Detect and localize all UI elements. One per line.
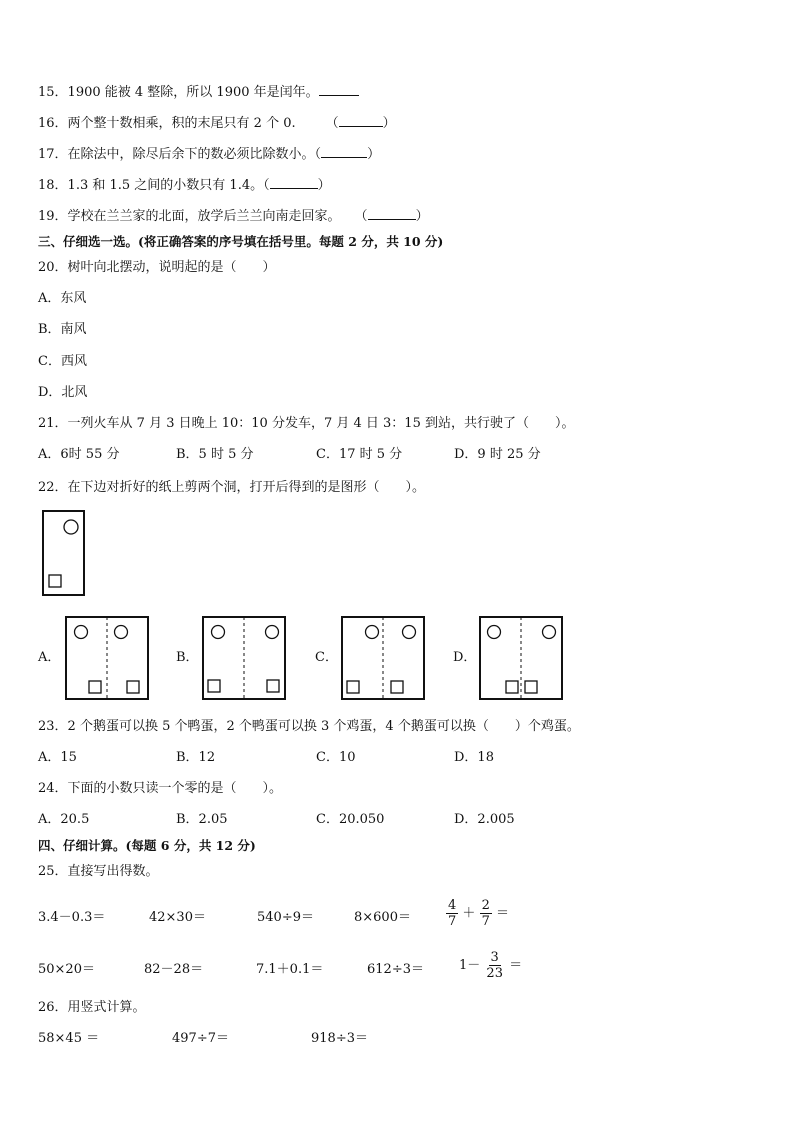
option-21-d[interactable]: D．9 时 25 分 (454, 447, 541, 462)
lead-term: 1－ (459, 958, 481, 973)
denominator: 23 (486, 966, 503, 981)
question-17 (38, 146, 380, 163)
question-22-text: 22．在下边对折好的纸上剪两个洞，打开后得到的是图形（ ）。 (38, 480, 426, 495)
question-25-text: 25．直接写出得数。 (38, 864, 159, 879)
option-22-c-figure[interactable] (339, 614, 427, 702)
option-21-c[interactable]: C．17 时 5 分 (316, 447, 403, 462)
paren-open: （ (263, 178, 270, 193)
paren-open: （ (354, 209, 368, 224)
paren-close: ） (317, 178, 331, 193)
circle-hole (64, 520, 78, 534)
calc-item: 82－28＝ (144, 962, 204, 977)
answer-blank[interactable] (270, 177, 318, 189)
option-23-d[interactable]: D．18 (454, 750, 494, 765)
question-19 (38, 208, 429, 225)
option-20-b[interactable]: B．南风 (38, 322, 87, 337)
answer-blank[interactable] (321, 146, 367, 158)
numerator: 3 (490, 950, 499, 965)
denominator: 7 (448, 914, 457, 929)
option-23-a[interactable]: A．15 (38, 750, 77, 765)
numerator: 2 (481, 898, 490, 913)
section-4-title: 四、仔细计算。(每题 6 分，共 12 分) (38, 838, 256, 853)
question-20-text: 20．树叶向北摆动，说明起的是（ ） (38, 260, 276, 275)
paren-open: （ (314, 147, 322, 162)
question-15 (38, 84, 359, 101)
calc-item: 540÷9＝ (257, 910, 314, 925)
option-21-b[interactable]: B．5 时 5 分 (176, 447, 254, 462)
question-17-text: 17．在除法中，除尽后余下的数必须比除数小。 (38, 147, 315, 162)
vertical-calc-item: 497÷7＝ (172, 1031, 229, 1046)
section-3-title: 三、仔细选一选。(将正确答案的序号填在括号里。每题 2 分，共 10 分) (38, 234, 444, 249)
option-23-b[interactable]: B．12 (176, 750, 216, 765)
calc-item: 7.1＋0.1＝ (256, 962, 324, 977)
paren-close: ） (382, 116, 396, 131)
question-23-text: 23．2 个鹅蛋可以换 5 个鸭蛋，2 个鸭蛋可以换 3 个鸡蛋，4 个鹅蛋可以换（ ）个鸡蛋。 (38, 719, 580, 734)
denominator: 7 (481, 914, 490, 929)
option-23-c[interactable]: C．10 (316, 750, 356, 765)
option-21-a[interactable]: A．6时 55 分 (38, 447, 120, 462)
option-24-a[interactable]: A．20.5 (38, 812, 90, 827)
folded-paper-figure (40, 508, 88, 598)
vertical-calc-item: 58×45 ＝ (38, 1031, 100, 1046)
paren-open: （ (325, 116, 339, 131)
option-22-a-figure[interactable] (63, 614, 151, 702)
answer-blank[interactable] (339, 115, 383, 127)
calc-item: 612÷3＝ (367, 962, 424, 977)
paren-close: ） (415, 209, 429, 224)
question-16-text: 16．两个整十数相乘，积的末尾只有 2 个 0. (38, 116, 296, 131)
option-20-a[interactable]: A．东风 (38, 291, 87, 306)
equals-sign: ＝ (496, 906, 510, 921)
option-22-d-figure[interactable] (477, 614, 565, 702)
plus-operator: ＋ (462, 906, 476, 921)
fraction (446, 898, 458, 929)
square-hole (49, 575, 61, 587)
question-15-text: 15．1900 能被 4 整除，所以 1900 年是闰年。 (38, 85, 319, 100)
option-22-b-figure[interactable] (200, 614, 288, 702)
question-16 (38, 115, 396, 132)
option-22-d[interactable]: D． (453, 650, 477, 665)
option-24-c[interactable]: C．20.050 (316, 812, 385, 827)
calc-item: 8×600＝ (354, 910, 411, 925)
option-24-d[interactable]: D．2.005 (454, 812, 515, 827)
option-24-b[interactable]: B．2.05 (176, 812, 228, 827)
calc-item: 42×30＝ (149, 910, 206, 925)
fraction (480, 898, 492, 929)
numerator: 4 (448, 898, 457, 913)
option-22-a[interactable]: A． (38, 650, 61, 665)
option-22-b[interactable]: B． (176, 650, 199, 665)
question-21-text: 21．一列火车从 7 月 3 日晚上 10：10 分发车，7 月 4 日 3：15 到站，共行驶了（ ）。 (38, 416, 575, 431)
fraction-expression-1 (446, 898, 509, 929)
question-18 (38, 177, 331, 194)
calc-item: 3.4－0.3＝ (38, 910, 106, 925)
option-20-d[interactable]: D．北风 (38, 385, 88, 400)
fraction (484, 950, 505, 981)
paren-close: ） (367, 147, 381, 162)
question-18-text: 18．1.3 和 1.5 之间的小数只有 1.4。 (38, 178, 264, 193)
question-26-text: 26．用竖式计算。 (38, 1000, 146, 1015)
question-24-text: 24．下面的小数只读一个零的是（ ）。 (38, 781, 283, 796)
answer-blank[interactable] (368, 208, 416, 220)
question-19-text: 19．学校在兰兰家的北面，放学后兰兰向南走回家。 (38, 209, 341, 224)
fraction-expression-2 (459, 950, 522, 981)
answer-blank[interactable] (319, 84, 359, 96)
calc-item: 50×20＝ (38, 962, 95, 977)
option-20-c[interactable]: C．西风 (38, 354, 87, 369)
vertical-calc-item: 918÷3＝ (311, 1031, 368, 1046)
option-22-c[interactable]: C． (315, 650, 338, 665)
equals-sign: ＝ (509, 958, 523, 973)
